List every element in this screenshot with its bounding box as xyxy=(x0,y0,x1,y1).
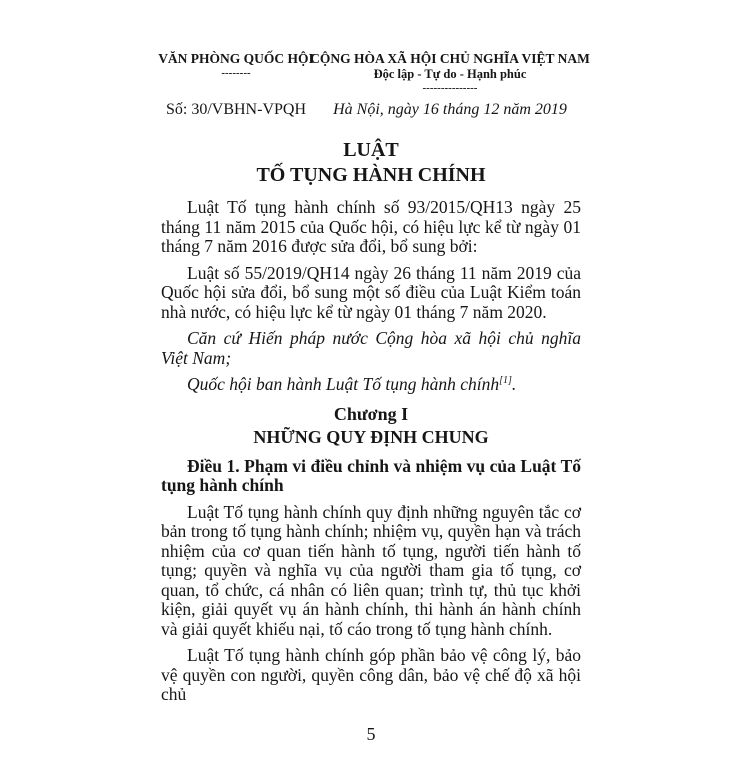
footnote-ref[interactable]: [1] xyxy=(499,375,512,387)
law-subtitle: TỐ TỤNG HÀNH CHÍNH xyxy=(256,164,486,186)
divider: -------- xyxy=(221,67,251,79)
country-name: CỘNG HÒA XÃ HỘI CHỦ NGHĨA VIỆT NAM xyxy=(310,51,590,66)
article-1 xyxy=(161,457,581,705)
divider: --------------- xyxy=(422,82,478,94)
preamble xyxy=(161,198,581,395)
chapter-number: Chương I xyxy=(333,403,409,424)
header-right xyxy=(310,50,590,120)
preamble-paragraph: Luật số 55/2019/QH14 ngày 26 tháng 11 năm 2019 của Quốc hội sửa đổi, bổ sung một số điều của Luật Kiểm toán nhà nước, có hiệu lực kể từ ngày 01 tháng 7 năm 2020. xyxy=(161,262,581,322)
issuing-office: VĂN PHÒNG QUỐC HỘI xyxy=(158,51,314,66)
document-header xyxy=(158,50,590,120)
enactment-end: . xyxy=(511,374,517,394)
enactment-text: Quốc hội ban hành Luật Tố tụng hành chính xyxy=(187,374,500,394)
page-number: 5 xyxy=(366,723,376,744)
article-paragraph: Luật Tố tụng hành chính quy định những nguyên tắc cơ bản trong tố tụng hành chính; nhiệm vụ, quyền hạn và trách nhiệm của cơ quan tiến hành tố tụng, người tiến hành tố tụng; quyền và nghĩa vụ của người tham gia tố tụng, cơ quan, tổ chức, cá nhân có liên quan; trình tự, thủ tục khởi kiện, giải quyết vụ án hành chính, thi hành án hành chính và giải quyết khiếu nại, tố cáo trong tố tụng hành chính. xyxy=(161,501,581,639)
article-paragraph: Luật Tố tụng hành chính góp phần bảo vệ công lý, bảo vệ quyền con người, quyền công dân, bảo vệ chế độ xã hội chủ xyxy=(161,645,581,704)
header-left xyxy=(158,50,314,120)
article-heading: Điều 1. Phạm vi điều chỉnh và nhiệm vụ của Luật Tố tụng hành chính xyxy=(161,455,581,495)
preamble-paragraph: Luật Tố tụng hành chính số 93/2015/QH13 ngày 25 tháng 11 năm 2015 của Quốc hội, có hiệu lực kể từ ngày 01 tháng 7 năm 2016 được sửa đổi, bổ sung bởi: xyxy=(161,197,581,256)
place-date: Hà Nội, ngày 16 tháng 12 năm 2019 xyxy=(333,101,567,118)
national-motto: Độc lập - Tự do - Hạnh phúc xyxy=(373,67,527,81)
document-number: Số: 30/VBHN-VPQH xyxy=(165,101,306,118)
chapter-title: NHỮNG QUY ĐỊNH CHUNG xyxy=(253,426,489,447)
enactment-clause xyxy=(161,375,581,395)
chapter-heading xyxy=(161,403,581,449)
legal-basis: Căn cứ Hiến pháp nước Cộng hòa xã hội chủ nghĩa Việt Nam; xyxy=(161,328,581,368)
law-title: LUẬT xyxy=(343,139,399,161)
